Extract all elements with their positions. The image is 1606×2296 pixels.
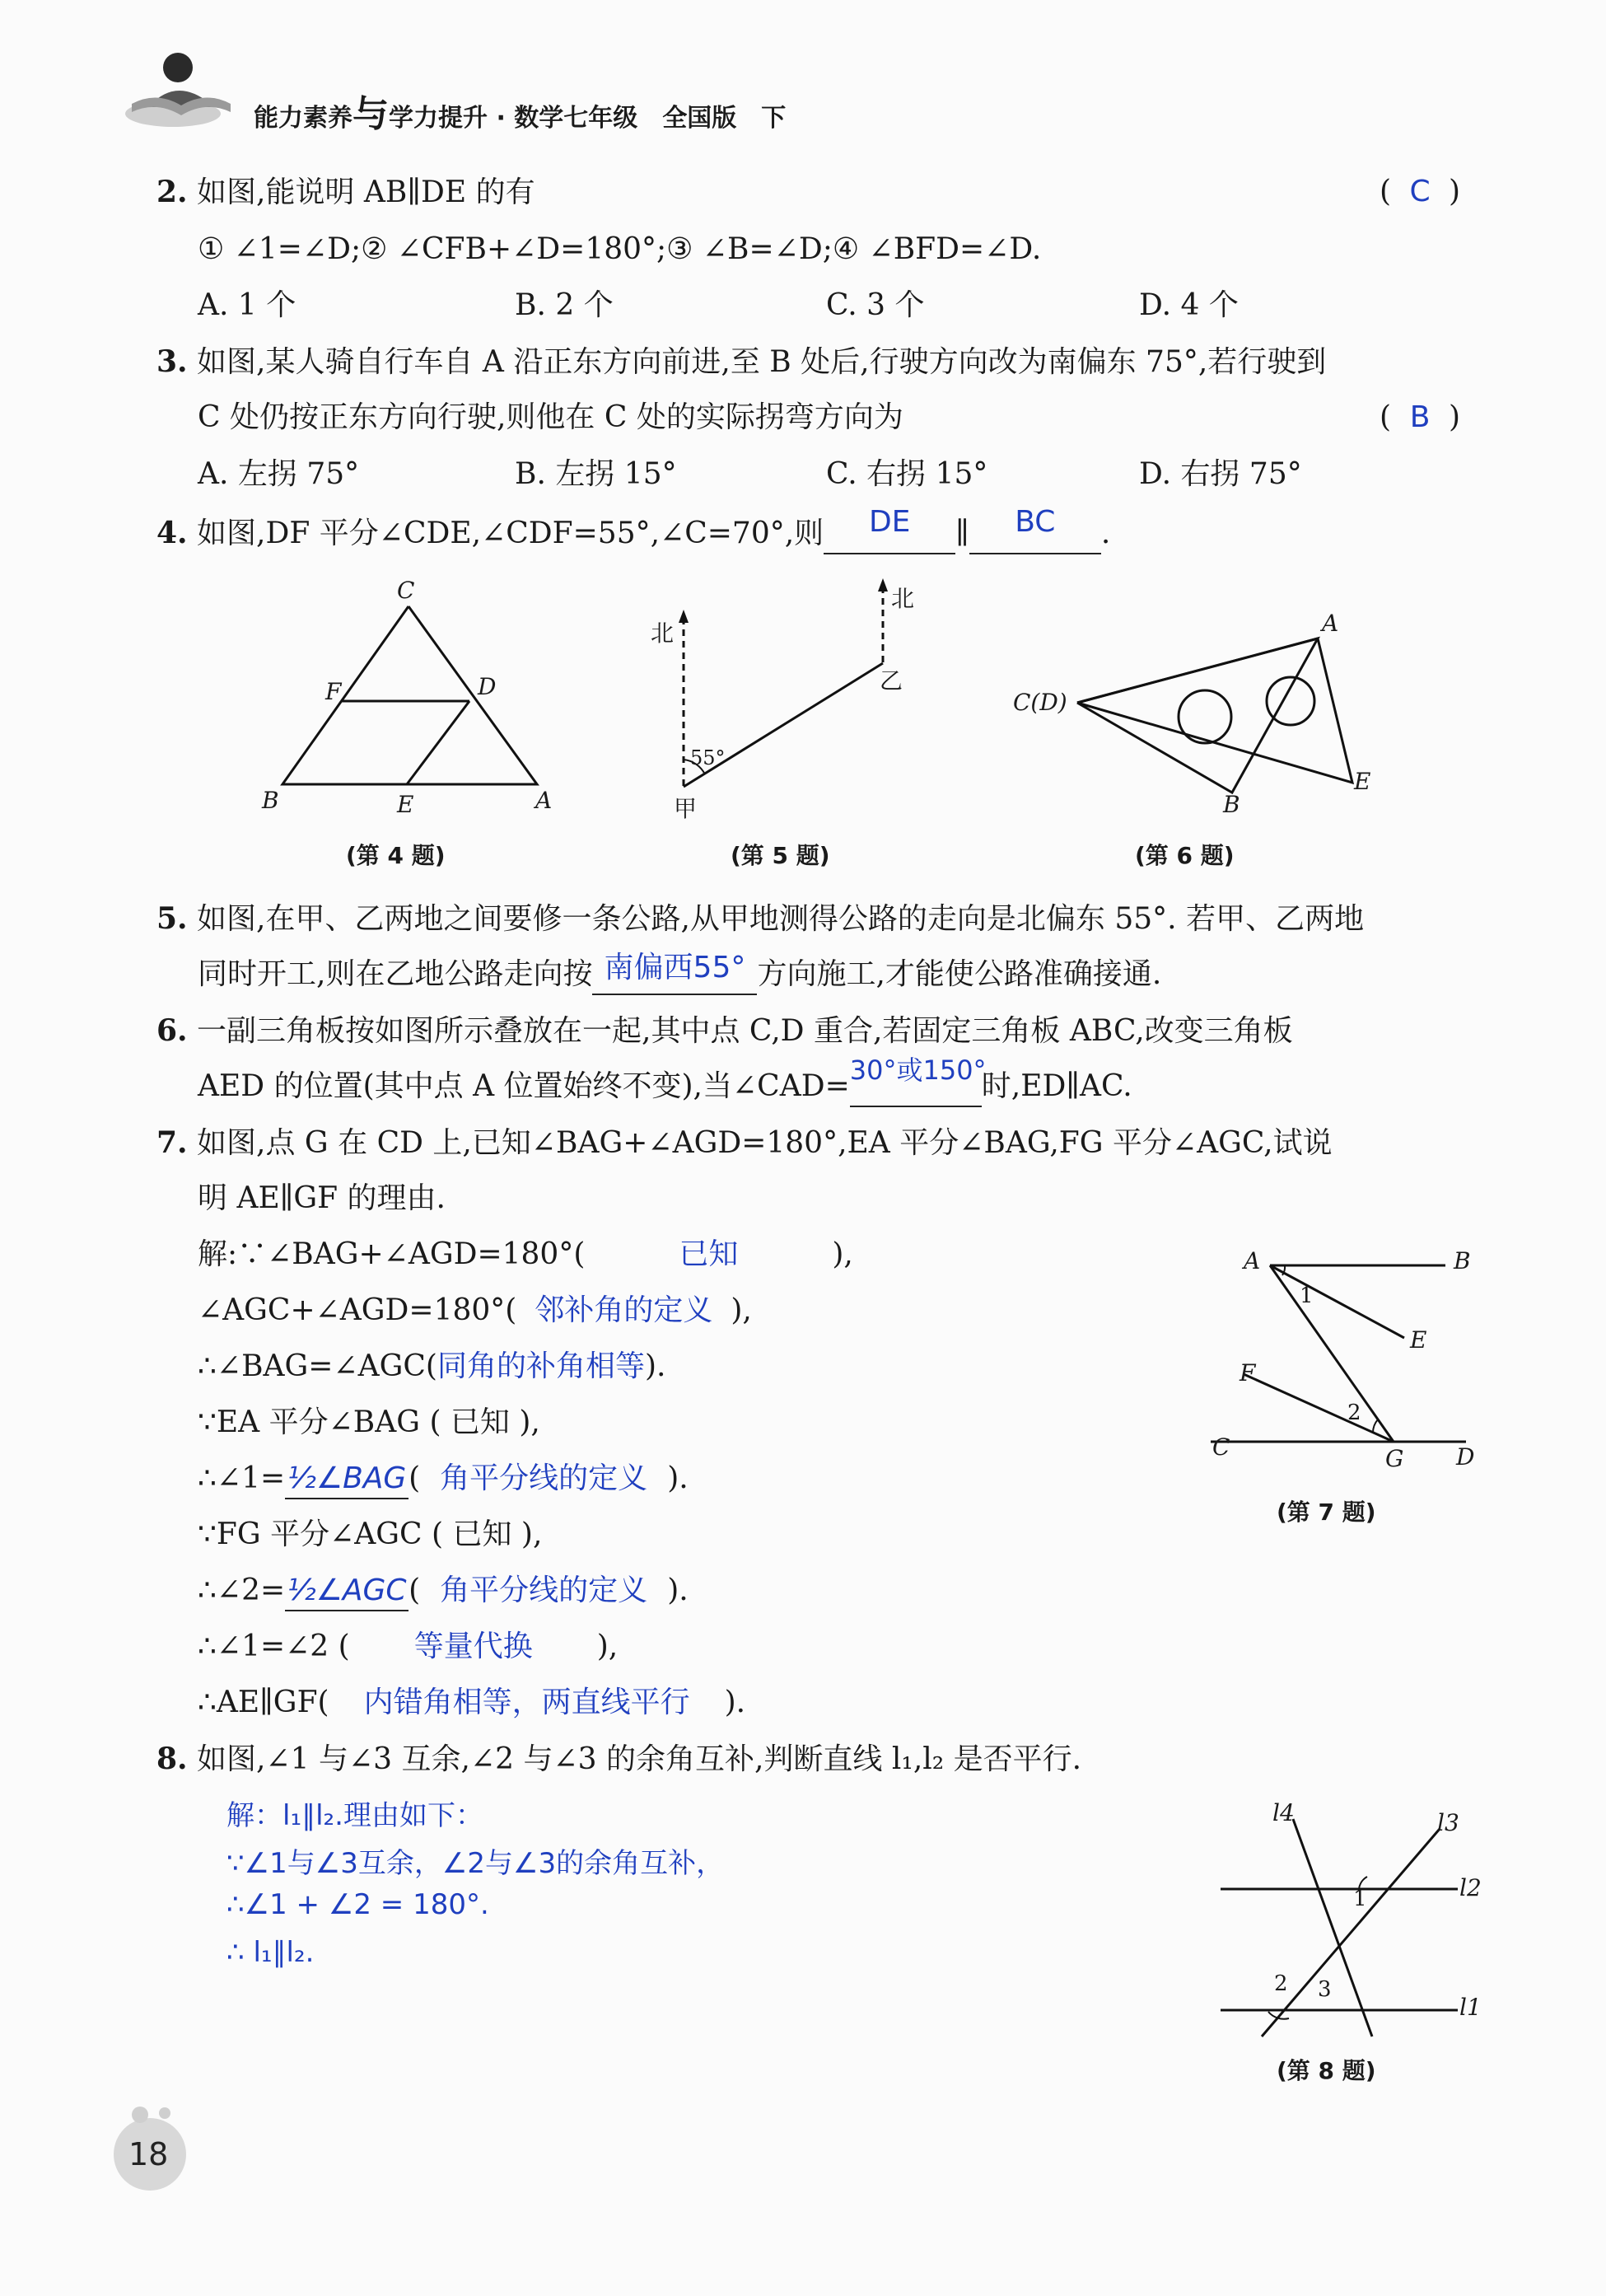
proof-step-5: ∴∠1=½∠BAG( 角平分线的定义 ). [198, 1460, 689, 1499]
option-a: A. 左拐 75° [198, 457, 360, 491]
label-angle-2: 2 [1347, 1401, 1361, 1425]
question-number: 4. [156, 516, 188, 550]
direction-diagram [659, 577, 955, 824]
label-f: F [1240, 1359, 1256, 1386]
reading-person-logo-icon [124, 49, 239, 132]
label-l1: l1 [1459, 1994, 1482, 2021]
figure-caption: (第 8 题) [1277, 2057, 1376, 2084]
question-number: 8. [156, 1742, 188, 1776]
question-conditions: ① ∠1=∠D;② ∠CFB+∠D=180°;③ ∠B=∠D;④ ∠BFD=∠D. [198, 232, 1042, 266]
label-l4: l4 [1272, 1799, 1295, 1826]
north-label-yi: 北 [891, 585, 915, 612]
answer-blank-1: DE [868, 505, 911, 539]
figure-caption: (第 4 题) [346, 842, 446, 869]
question-text: 如图,在甲、乙两地之间要修一条公路,从甲地测得公路的走向是北偏东 55°. 若甲、乙两地 [197, 902, 1365, 936]
label-cd: C(D) [1013, 689, 1067, 716]
question-number: 6. [156, 1013, 188, 1048]
point-jia-label: 甲 [674, 795, 698, 822]
label-b: B [262, 787, 279, 814]
label-f: F [325, 678, 342, 705]
figure-caption: (第 6 题) [1135, 842, 1235, 869]
proof-step-1: 解:∵∠BAG+∠AGD=180°( 已知 ), [198, 1237, 853, 1271]
answer-blank: 30°或150° [849, 1054, 987, 1086]
question-number: 2. [156, 175, 188, 209]
label-angle-3: 3 [1318, 1977, 1332, 2002]
label-l2: l2 [1459, 1874, 1482, 1901]
question-text: 如图,点 G 在 CD 上,已知∠BAG+∠AGD=180°,EA 平分∠BAG,FG 平分∠AGC,试说 [197, 1126, 1333, 1160]
label-d: D [1456, 1443, 1475, 1471]
proof-step-9: ∴AE∥GF( 内错角相等，两直线平行 ). [198, 1686, 746, 1719]
label-a: A [1322, 610, 1339, 637]
option-b: B. 左拐 15° [515, 457, 677, 491]
label-g: G [1385, 1445, 1404, 1472]
figure-caption: (第 7 题) [1277, 1499, 1376, 1526]
label-angle-2: 2 [1274, 1971, 1288, 1996]
figure-caption: (第 5 题) [731, 842, 830, 869]
label-b: B [1223, 791, 1240, 818]
header-title: 能力素养与学力提升 · 数学七年级 全国版 下 [254, 93, 787, 135]
answer-blank: 南偏西55° [604, 951, 746, 984]
option-c: C. 3 个 [826, 288, 925, 322]
question-text-line2: C 处仍按正东方向行驶,则他在 C 处的实际拐弯方向为 [198, 400, 903, 434]
label-l3: l3 [1437, 1809, 1459, 1836]
label-e: E [1410, 1326, 1427, 1354]
point-yi-label: 乙 [880, 667, 903, 694]
option-d: D. 4 个 [1139, 288, 1239, 322]
question-text: 如图,某人骑自行车自 A 沿正东方向前进,至 B 处后,行驶方向改为南偏东 75°,若行驶到 [197, 345, 1327, 379]
angle-label: 55° [690, 746, 726, 769]
proof-step-7: ∴∠2=½∠AGC( 角平分线的定义 ). [198, 1572, 689, 1611]
label-b: B [1454, 1247, 1471, 1274]
question-text: 如图,DF 平分∠CDE,∠CDF=55°,∠C=70°,则 [197, 517, 824, 550]
option-d: D. 右拐 75° [1139, 457, 1302, 491]
solution-line-4: ∴ l₁∥l₂. [226, 1936, 315, 1969]
answer-blank-2: BC [1015, 505, 1056, 539]
label-angle-1: 1 [1300, 1284, 1314, 1308]
question-number: 3. [156, 344, 188, 379]
proof-step-6: ∵FG 平分∠AGC ( 已知 ), [198, 1517, 543, 1551]
label-e: E [397, 791, 414, 818]
question-text-line2: 明 AE∥GF 的理由. [198, 1181, 446, 1215]
north-label-jia: 北 [651, 620, 675, 647]
proof-step-2: ∠AGC+∠AGD=180°( 邻补角的定义 ), [198, 1293, 752, 1327]
answer-choice: ( B ) [1380, 400, 1461, 434]
question-text: 一副三角板按如图所示叠放在一起,其中点 C,D 重合,若固定三角板 ABC,改变三角板 [197, 1014, 1293, 1048]
label-angle-1: 1 [1353, 1887, 1367, 1911]
option-a: A. 1 个 [198, 288, 296, 322]
question-text: 如图,能说明 AB∥DE 的有 [197, 175, 535, 209]
proof-step-3: ∴∠BAG=∠AGC(同角的补角相等). [198, 1349, 666, 1383]
proof-step-8: ∴∠1=∠2 ( 等量代换 ), [198, 1630, 619, 1663]
proof-step-4: ∵EA 平分∠BAG ( 已知 ), [198, 1405, 540, 1439]
question-number: 5. [156, 901, 188, 936]
label-c: C [397, 577, 415, 604]
page-number: 18 [128, 2136, 169, 2172]
option-b: B. 2 个 [515, 288, 614, 322]
label-a: A [1244, 1247, 1261, 1274]
triangle-diagram [247, 577, 577, 824]
label-e: E [1354, 768, 1371, 795]
label-c: C [1212, 1433, 1230, 1461]
question-text: 如图,∠1 与∠3 互余,∠2 与∠3 的余角互补,判断直线 l₁,l₂ 是否平行. [197, 1742, 1082, 1776]
label-d: D [478, 673, 497, 700]
option-c: C. 右拐 15° [826, 457, 988, 491]
question-number: 7. [156, 1125, 188, 1160]
label-a: A [535, 787, 553, 814]
solution-line-1: 解：l₁∥l₂.理由如下： [226, 1799, 483, 1832]
answer-choice: ( C ) [1380, 175, 1461, 208]
solution-line-2: ∵∠1与∠3互余，∠2与∠3的余角互补， [226, 1847, 725, 1880]
solution-line-3: ∴∠1 + ∠2 = 180°. [226, 1888, 489, 1921]
